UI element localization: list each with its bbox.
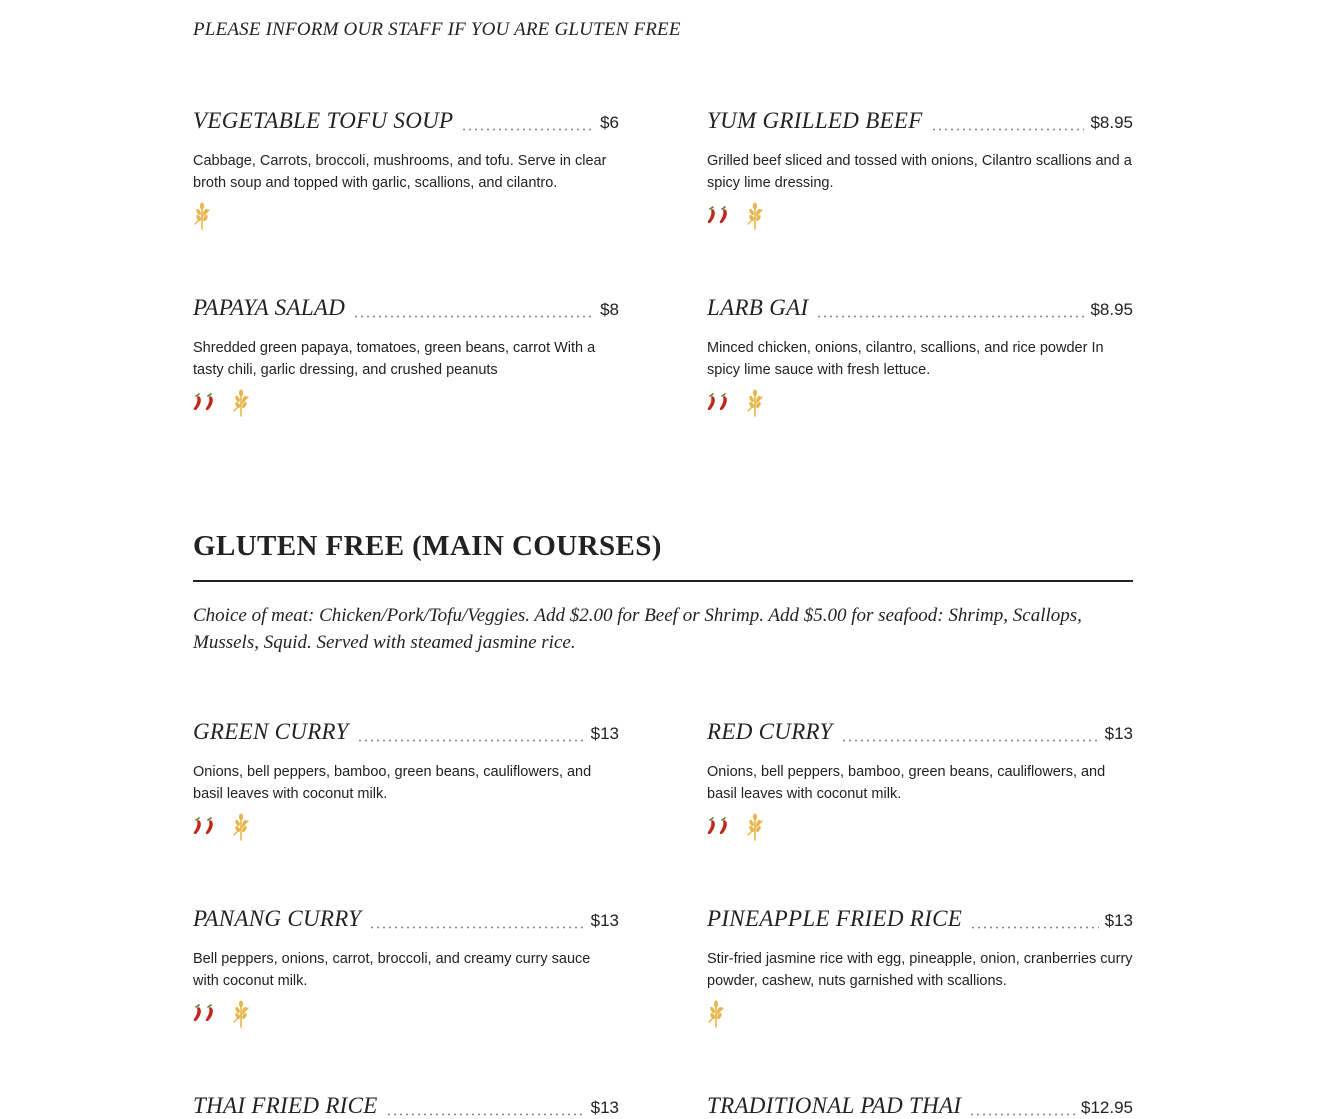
gluten-free-notice: PLEASE INFORM OUR STAFF IF YOU ARE GLUTEN FREE (193, 19, 681, 40)
item-header (193, 1089, 619, 1119)
dietary-icons (193, 1001, 250, 1031)
dietary-icons (707, 814, 764, 844)
menu-item (707, 291, 1133, 381)
menu-item (707, 902, 1133, 992)
item-price: $8.95 (1090, 113, 1133, 132)
chili-pepper-icon (707, 393, 732, 418)
item-price: $13 (590, 911, 619, 930)
dot-leader (841, 739, 1099, 742)
menu-item (193, 715, 619, 805)
item-header (707, 715, 1133, 745)
item-price: $13 (1104, 724, 1133, 743)
dot-leader (386, 1113, 585, 1116)
menu-item (193, 104, 619, 194)
item-name: PINEAPPLE FRIED RICE (707, 906, 963, 931)
gluten-free-wheat-icon (232, 389, 250, 422)
item-name: YUM GRILLED BEEF (707, 108, 923, 133)
item-description: Onions, bell peppers, bamboo, green beans, cauliflowers, and basil leaves with coconut milk. (707, 764, 1106, 802)
item-description: Cabbage, Carrots, broccoli, mushrooms, and tofu. Serve in clear broth soup and topped with garlic, scallions, and cilantro. (193, 153, 607, 191)
gluten-free-wheat-icon (232, 1000, 250, 1033)
menu-item (707, 104, 1133, 194)
dietary-icons (707, 203, 764, 233)
chili-pepper-icon (193, 393, 218, 418)
dot-leader (353, 315, 594, 318)
gluten-free-wheat-icon (707, 1000, 725, 1033)
item-description: Minced chicken, onions, cilantro, scallions, and rice powder In spicy lime sauce with fresh lettuce. (707, 340, 1104, 378)
item-header (707, 104, 1133, 134)
section-note: Choice of meat: Chicken/Pork/Tofu/Veggies. Add $2.00 for Beef or Shrimp. Add $5.00 for seafood: Shrimp, Scallops, Mussels, Squid. Served with steamed jasmine rice. (193, 605, 1082, 653)
dot-leader (461, 128, 594, 131)
chili-pepper-icon (707, 817, 732, 842)
item-price: $13 (1104, 911, 1133, 930)
item-price: $6 (600, 113, 619, 132)
menu-item (193, 291, 619, 381)
gluten-free-wheat-icon (193, 202, 211, 235)
item-price: $12.95 (1081, 1098, 1133, 1117)
item-name: TRADITIONAL PAD THAI (707, 1093, 962, 1118)
section-divider (193, 580, 1133, 582)
gluten-free-wheat-icon (232, 813, 250, 846)
dot-leader (816, 315, 1084, 318)
item-name: PANANG CURRY (193, 906, 362, 931)
item-header (193, 902, 619, 932)
item-description: Grilled beef sliced and tossed with onions, Cilantro scallions and a spicy lime dressing. (707, 153, 1132, 191)
dot-leader (970, 926, 1099, 929)
item-price: $13 (590, 724, 619, 743)
gluten-free-wheat-icon (746, 389, 764, 422)
item-name: RED CURRY (707, 719, 833, 744)
section-title: GLUTEN FREE (MAIN COURSES) (193, 530, 662, 562)
item-price: $8 (600, 300, 619, 319)
dot-leader (931, 128, 1085, 131)
menu-item (707, 1089, 1133, 1119)
chili-pepper-icon (193, 1004, 218, 1029)
menu-item (193, 902, 619, 992)
item-name: LARB GAI (707, 295, 809, 320)
dietary-icons (707, 1001, 725, 1031)
item-header (707, 902, 1133, 932)
menu-item (193, 1089, 619, 1119)
item-header (193, 715, 619, 745)
item-price: $8.95 (1090, 300, 1133, 319)
dot-leader (969, 1113, 1075, 1116)
item-description: Stir-fried jasmine rice with egg, pineapple, onion, cranberries curry powder, cashew, nuts garnished with scallions. (707, 951, 1133, 989)
dietary-icons (193, 814, 250, 844)
chili-pepper-icon (707, 206, 732, 231)
item-header (707, 291, 1133, 321)
chili-pepper-icon (193, 817, 218, 842)
dietary-icons (193, 390, 250, 420)
dot-leader (369, 926, 584, 929)
menu-item (707, 715, 1133, 805)
item-description: Bell peppers, onions, carrot, broccoli, and creamy curry sauce with coconut milk. (193, 951, 591, 989)
item-header (707, 1089, 1133, 1119)
gluten-free-wheat-icon (746, 813, 764, 846)
item-name: VEGETABLE TOFU SOUP (193, 108, 454, 133)
item-description: Shredded green papaya, tomatoes, green beans, carrot With a tasty chili, garlic dressing, and crushed peanuts (193, 340, 596, 378)
item-header (193, 291, 619, 321)
dietary-icons (193, 203, 211, 233)
dietary-icons (707, 390, 764, 420)
item-price: $13 (590, 1098, 619, 1117)
gluten-free-wheat-icon (746, 202, 764, 235)
item-name: GREEN CURRY (193, 719, 349, 744)
dot-leader (357, 739, 585, 742)
item-description: Onions, bell peppers, bamboo, green beans, cauliflowers, and basil leaves with coconut milk. (193, 764, 592, 802)
item-name: THAI FRIED RICE (193, 1093, 378, 1118)
item-header (193, 104, 619, 134)
item-name: PAPAYA SALAD (193, 295, 346, 320)
